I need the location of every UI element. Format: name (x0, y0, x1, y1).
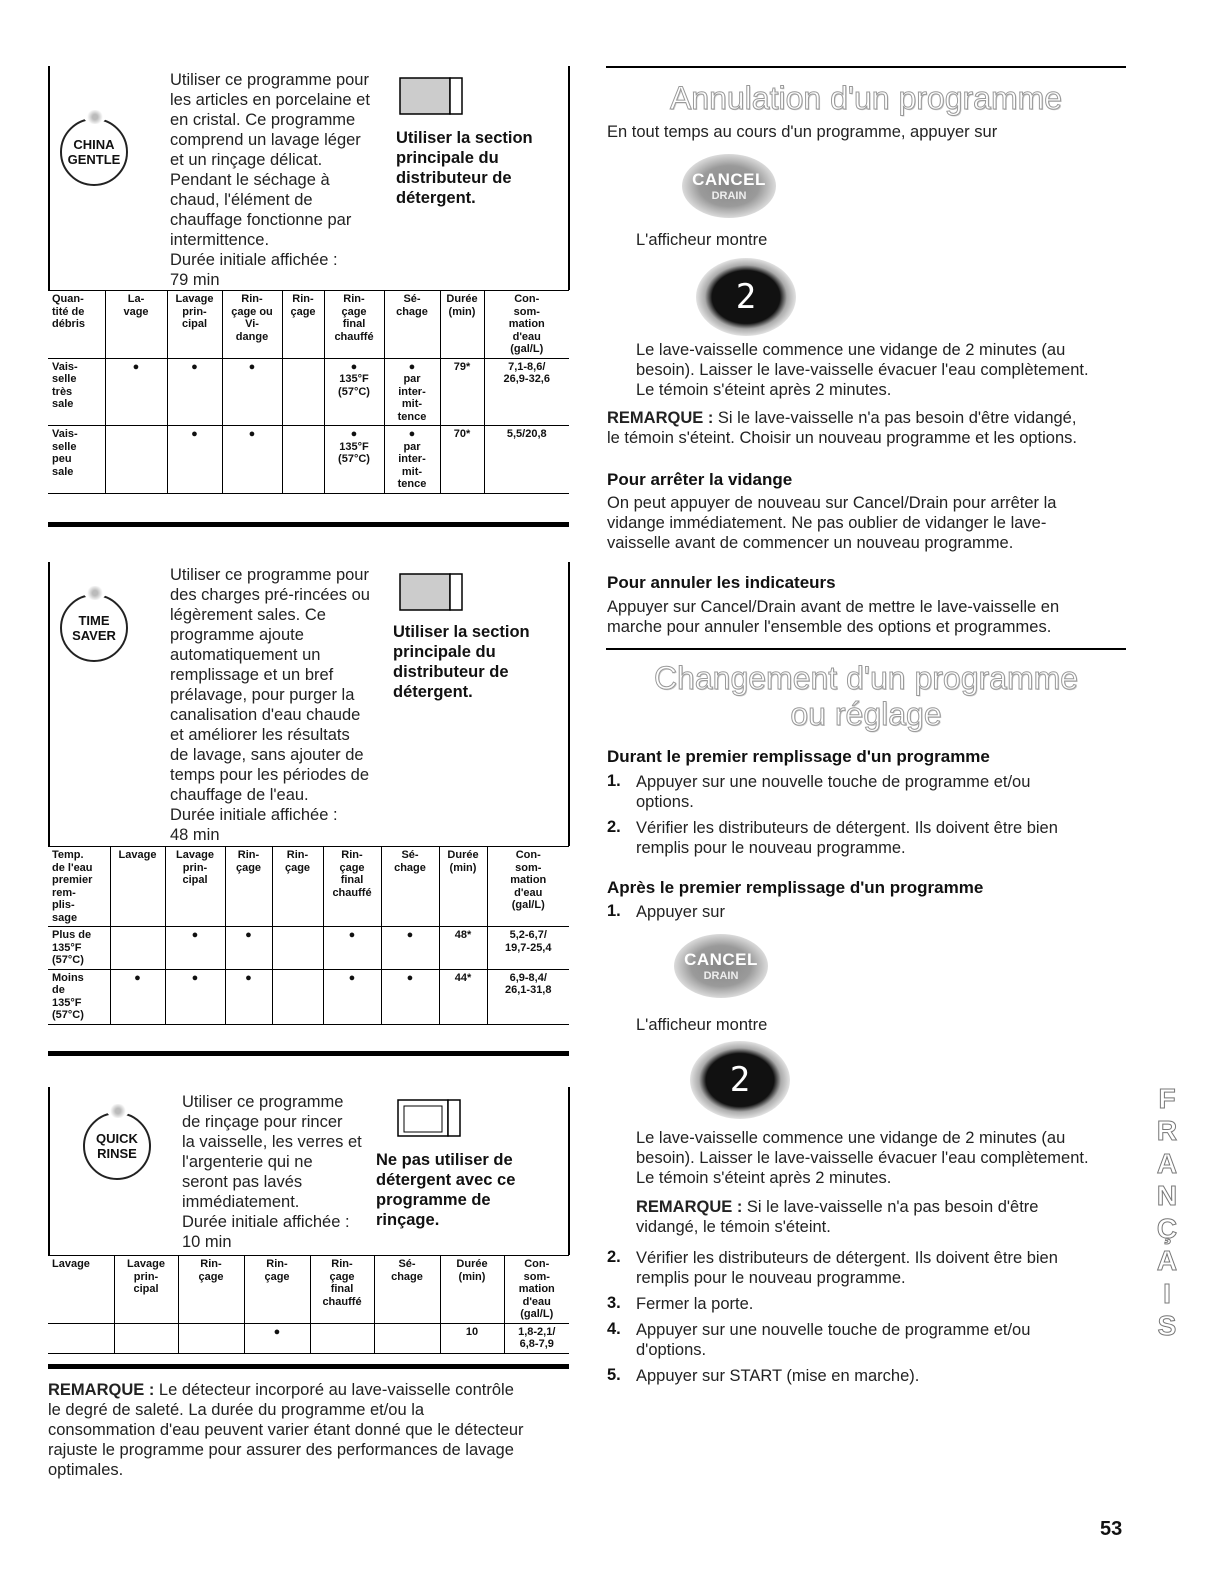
table-cell: ● (105, 358, 167, 426)
china-detergent-note: Utiliser la section principale du distributeur de détergent. (396, 129, 533, 207)
badge-line2: GENTLE (67, 152, 121, 167)
column-header: Temp. de l'eau premier rem- plis- sage (48, 847, 110, 927)
step-number: 4. (607, 1320, 621, 1338)
step-number: 2. (607, 818, 621, 836)
column-header: Rin- çage (272, 847, 323, 927)
china-cycle-table (48, 290, 569, 494)
after-fill-step-5: Appuyer sur START (mise en marche). (636, 1367, 920, 1385)
column-header: La- vage (105, 291, 167, 359)
table-cell: ● (222, 426, 282, 494)
column-header: Durée (min) (440, 1256, 504, 1324)
after-fill-title: Après le premier remplissage d'un programme (607, 878, 984, 897)
column-header: Rin- çage final chauffé (323, 847, 381, 927)
table-cell (374, 1323, 440, 1353)
table-cell: ● (165, 969, 225, 1024)
after-fill-step-1: Appuyer sur (636, 903, 725, 921)
table-cell: 5,5/20,8 (484, 426, 569, 494)
column-header: Rin- çage ou Vi- dange (222, 291, 282, 359)
quick-rinse-badge (83, 1112, 151, 1180)
table-cell: 1,8-2,1/ 6,8-7,9 (504, 1323, 569, 1353)
after-fill-step-3: Fermer la porte. (636, 1295, 754, 1313)
page-number: 53 (1100, 1518, 1123, 1540)
table-cell: ● par inter- mit- tence (384, 358, 440, 426)
column-header: Lavage (110, 847, 165, 927)
table-cell (105, 426, 167, 494)
table-cell: 70* (440, 426, 484, 494)
table-row (48, 927, 569, 970)
cancel-remarque (607, 408, 1077, 448)
column-header: Rin- çage (178, 1256, 244, 1324)
remarque-label: REMARQUE : (48, 1381, 155, 1399)
cancel-label: CANCEL (692, 170, 766, 189)
remarque-text: Si le lave-vaisselle n'a pas besoin d'être vidangé, le témoin s'éteint. (636, 1198, 1039, 1236)
table-cell: ● (381, 927, 439, 970)
table-cell: 79* (440, 358, 484, 426)
time-intro: Utiliser ce programme pour des charges pré-rincées ou légèrement sales. Ce programme ajoute automatiquement un remplissage et un bref prélavage, pour purger la canalisation d'eau chaude et améliorer les résultats de lavage, sans ajouter de temps pour les périodes de chauffage de l'eau. Durée initiale affichée : 48 min (170, 566, 370, 844)
table-cell: ● (244, 1323, 310, 1353)
column-header: Lavage (48, 1256, 114, 1324)
table-cell: ● 135°F (57°C) (324, 358, 384, 426)
stop-drain-title: Pour arrêter la vidange (607, 470, 793, 489)
display-icon (690, 1041, 790, 1119)
column-header: Sé- chage (381, 847, 439, 927)
china-intro: Utiliser ce programme pour les articles en porcelaine et en cristal. Ce programme comprend un lavage léger et un rinçage délicat. Pendant le séchage à chaud, l'élément de chauffage fonctionne par intermittence. Durée initiale affichée : 79 min (170, 71, 370, 289)
table-cell: ● (110, 969, 165, 1024)
step-number: 2. (607, 1248, 621, 1266)
table-cell: ● (225, 927, 272, 970)
table-cell (282, 358, 324, 426)
section-heading-change: Changement d'un programme (653, 660, 1079, 696)
step-number: 5. (607, 1366, 621, 1384)
sidebar-letter: Ç (1156, 1212, 1178, 1244)
table-cell: Vais- selle peu sale (48, 426, 105, 494)
sidebar-letter: N (1156, 1180, 1178, 1212)
table-cell: 48* (439, 927, 487, 970)
table-cell: ● (323, 969, 381, 1024)
step-number: 1. (607, 772, 621, 790)
column-header: Lavage prin- cipal (165, 847, 225, 927)
time-saver-cycle-table (48, 846, 569, 1025)
drain-label: DRAIN (703, 970, 739, 982)
table-cell (272, 927, 323, 970)
cancel-drain-button[interactable] (682, 154, 776, 218)
table-cell: ● (225, 969, 272, 1024)
table-row (48, 1323, 569, 1353)
step-number: 1. (607, 902, 621, 920)
table-row (48, 969, 569, 1024)
cancel-indicators-title: Pour annuler les indicateurs (607, 573, 836, 592)
drain-text: Le lave-vaisselle commence une vidange de 2 minutes (au besoin). Laisser le lave-vaisselle évacuer l'eau complètement. Le témoin s'éteint après 2 minutes. (636, 341, 1089, 399)
sidebar-letter: A (1156, 1147, 1178, 1179)
column-header: Rin- çage (244, 1256, 310, 1324)
table-cell: 6,9-8,4/ 26,1-31,8 (487, 969, 569, 1024)
quick-rinse-cycle-table (48, 1255, 569, 1354)
detergent-dispenser-icon (398, 76, 466, 116)
display-icon (696, 258, 796, 336)
table-cell: ● (167, 426, 222, 494)
table-cell: ● (167, 358, 222, 426)
table-cell: 7,1-8,6/ 26,9-32,6 (484, 358, 569, 426)
cancel-label: CANCEL (684, 950, 758, 969)
badge-line1: TIME (78, 613, 110, 628)
column-header: Lavage prin- cipal (167, 291, 222, 359)
section-heading-cancel: Annulation d'un programme (669, 80, 1063, 116)
table-cell: 5,2-6,7/ 19,7-25,4 (487, 927, 569, 970)
table-cell: 10 (440, 1323, 504, 1353)
cancel-drain-button[interactable] (674, 934, 768, 998)
badge-line2: SAVER (72, 628, 116, 643)
column-header: Lavage prin- cipal (114, 1256, 178, 1324)
column-header: Durée (min) (440, 291, 484, 359)
table-header-row (48, 291, 569, 359)
display-digit: 2 (735, 277, 757, 317)
after-fill-step-2: Vérifier les distributeurs de détergent. Ils doivent être bien remplis pour le nouveau programme. (636, 1249, 1058, 1287)
sidebar-letter: A (1156, 1245, 1178, 1277)
drain-text: Le lave-vaisselle commence une vidange de 2 minutes (au besoin). Laisser le lave-vaisselle évacuer l'eau complètement. Le témoin s'éteint après 2 minutes. (636, 1129, 1089, 1187)
sidebar-letter: F (1158, 1083, 1176, 1114)
section-heading-change-2: ou réglage (790, 696, 942, 732)
step-number: 3. (607, 1294, 621, 1312)
table-cell: ● 135°F (57°C) (324, 426, 384, 494)
quick-detergent-note: Ne pas utiliser de détergent avec ce programme de rinçage. (376, 1151, 516, 1229)
remarque-label: REMARQUE : (607, 409, 714, 427)
table-cell: ● (323, 927, 381, 970)
column-header: Rin- çage (225, 847, 272, 927)
first-fill-step-1: Appuyer sur une nouvelle touche de programme et/ou options. (636, 773, 1031, 811)
table-cell (310, 1323, 374, 1353)
china-gentle-badge (60, 118, 128, 186)
detergent-dispenser-icon (396, 1098, 464, 1138)
left-remarque (48, 1380, 524, 1480)
column-header: Con- som- mation d'eau (gal/L) (504, 1256, 569, 1324)
sun-icon (84, 586, 106, 600)
sidebar-letter: S (1157, 1309, 1177, 1341)
column-header: Con- som- mation d'eau (gal/L) (487, 847, 569, 927)
table-header-row (48, 847, 569, 927)
column-header: Durée (min) (439, 847, 487, 927)
table-cell: 44* (439, 969, 487, 1024)
sun-icon (107, 1104, 129, 1118)
after-fill-step-4: Appuyer sur une nouvelle touche de programme et/ou d'options. (636, 1321, 1031, 1359)
cancel-intro: En tout temps au cours d'un programme, appuyer sur (607, 123, 998, 141)
change-remarque (636, 1197, 1038, 1237)
table-cell (48, 1323, 114, 1353)
column-header: Sé- chage (384, 291, 440, 359)
quick-intro: Utiliser ce programme de rinçage pour rincer la vaisselle, les verres et l'argenterie qui ne seront pas lavés immédiatement. Durée initiale affichée : 10 min (182, 1093, 362, 1251)
time-detergent-note: Utiliser la section principale du distributeur de détergent. (393, 623, 530, 701)
table-cell: ● (165, 927, 225, 970)
display-label: L'afficheur montre (636, 1016, 768, 1034)
table-cell: Moins de 135°F (57°C) (48, 969, 110, 1024)
table-cell: Vais- selle très sale (48, 358, 105, 426)
remarque-text: Si le lave-vaisselle n'a pas besoin d'être vidangé, le témoin s'éteint. Choisir un nouveau programme et les options. (607, 409, 1077, 447)
time-saver-badge (60, 594, 128, 662)
language-side-tab (1146, 1085, 1188, 1340)
table-row (48, 426, 569, 494)
table-cell: ● (381, 969, 439, 1024)
detergent-dispenser-icon (398, 572, 466, 612)
column-header: Quan- tité de débris (48, 291, 105, 359)
column-header: Sé- chage (374, 1256, 440, 1324)
table-row (48, 358, 569, 426)
column-header: Rin- çage final chauffé (324, 291, 384, 359)
table-cell: Plus de 135°F (57°C) (48, 927, 110, 970)
remarque-text: Le détecteur incorporé au lave-vaisselle contrôle le degré de saleté. La durée du programme et/ou la consommation d'eau peuvent varier étant donné que le détecteur rajuste le programme pour assurer des performances de lavage optimales. (48, 1381, 524, 1479)
stop-drain-text: On peut appuyer de nouveau sur Cancel/Drain pour arrêter la vidange immédiatement. Ne pas oublier de vidanger le lave- vaisselle avant de commencer un nouveau programme. (607, 494, 1057, 552)
remarque-label: REMARQUE : (636, 1198, 743, 1216)
sidebar-letter: R (1156, 1115, 1178, 1147)
badge-line1: QUICK (96, 1131, 138, 1146)
drain-label: DRAIN (711, 190, 747, 202)
sidebar-letter: I (1163, 1277, 1171, 1309)
table-cell (282, 426, 324, 494)
badge-line2: RINSE (97, 1146, 137, 1161)
display-label: L'afficheur montre (636, 231, 768, 249)
column-header: Rin- çage (282, 291, 324, 359)
column-header: Con- som- mation d'eau (gal/L) (484, 291, 569, 359)
column-header: Rin- çage final chauffé (310, 1256, 374, 1324)
table-cell (114, 1323, 178, 1353)
first-fill-title: Durant le premier remplissage d'un programme (607, 747, 990, 766)
table-cell: ● par inter- mit- tence (384, 426, 440, 494)
first-fill-step-2: Vérifier les distributeurs de détergent. Ils doivent être bien remplis pour le nouveau programme. (636, 819, 1058, 857)
badge-line1: CHINA (73, 137, 115, 152)
table-cell (110, 927, 165, 970)
table-cell (272, 969, 323, 1024)
table-cell: ● (222, 358, 282, 426)
display-digit: 2 (729, 1060, 751, 1100)
table-cell (178, 1323, 244, 1353)
table-header-row (48, 1256, 569, 1324)
sun-icon (84, 110, 106, 124)
cancel-indicators-text: Appuyer sur Cancel/Drain avant de mettre le lave-vaisselle en marche pour annuler l'ensemble des options et programmes. (607, 598, 1060, 636)
